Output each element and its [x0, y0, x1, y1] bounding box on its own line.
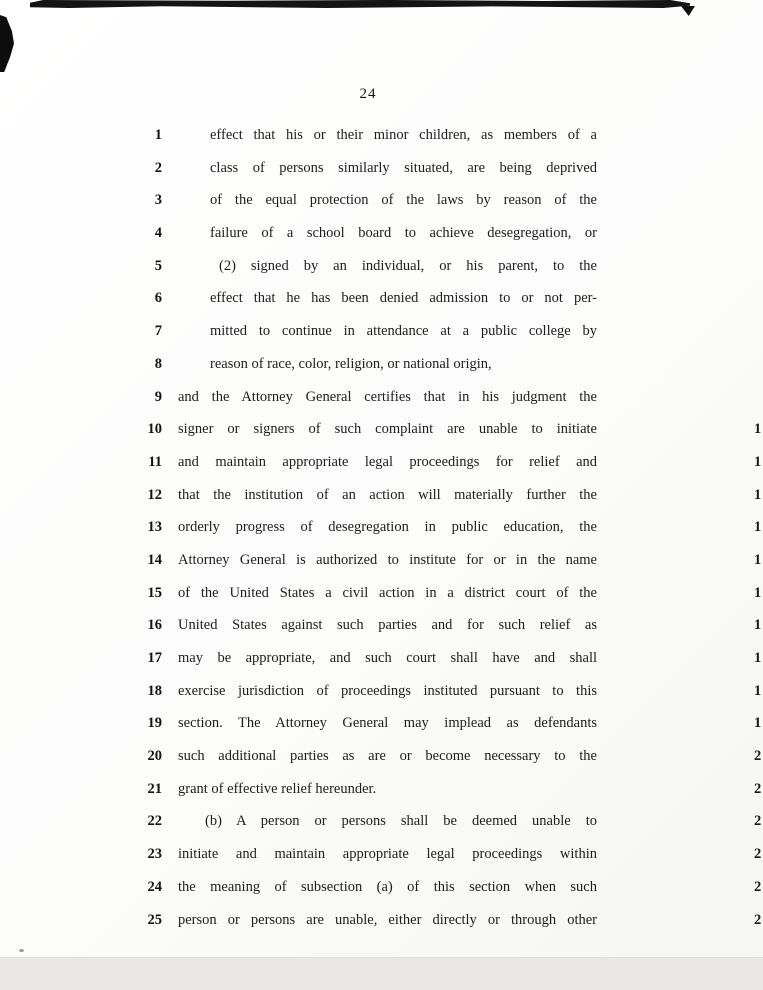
adjacent-page-line-number-bleed: 2	[754, 911, 762, 928]
line-number: 19	[147, 715, 162, 732]
line-number: 4	[154, 225, 162, 242]
line-text: orderly progress of desegregation in public education, the	[178, 519, 597, 536]
text-line	[138, 315, 763, 348]
bottom-scan-strip	[0, 957, 763, 990]
line-number: 13	[147, 519, 162, 536]
adjacent-page-line-number-bleed: 1	[754, 617, 762, 634]
line-text: person or persons are unable, either directly or through other	[178, 911, 597, 928]
line-text: (b) A person or persons shall be deemed unable to	[205, 813, 597, 830]
line-number: 16	[147, 617, 162, 634]
text-line	[138, 675, 763, 708]
line-text: of the United States a civil action in a district court of the	[178, 584, 597, 601]
line-text: of the equal protection of the laws by reason of the	[210, 192, 597, 209]
line-text: exercise jurisdiction of proceedings instituted pursuant to this	[178, 682, 597, 699]
line-number: 12	[147, 486, 162, 503]
line-text: initiate and maintain appropriate legal proceedings within	[178, 846, 597, 863]
line-number: 23	[147, 846, 162, 863]
adjacent-page-line-number-bleed: 2	[754, 748, 762, 765]
line-number: 2	[154, 159, 162, 176]
line-number: 18	[147, 682, 162, 699]
adjacent-page-line-number-bleed: 2	[754, 846, 762, 863]
line-text: signer or signers of such complaint are unable to initiate	[178, 421, 597, 438]
line-text: failure of a school board to achieve desegregation, or	[210, 225, 597, 242]
adjacent-page-line-number-bleed: 1	[754, 486, 762, 503]
top-scan-artifact-bar	[30, 0, 690, 8]
line-number: 11	[148, 453, 162, 470]
adjacent-page-line-number-bleed: 1	[754, 715, 762, 732]
text-line	[138, 642, 763, 675]
text-line	[138, 511, 763, 544]
text-line	[138, 446, 763, 479]
adjacent-page-line-number-bleed: 1	[754, 584, 762, 601]
text-line	[138, 871, 763, 904]
line-text: class of persons similarly situated, are being deprived	[210, 159, 597, 176]
line-number: 5	[154, 257, 162, 274]
text-line	[138, 348, 763, 381]
line-text: and maintain appropriate legal proceedings for relief and	[178, 453, 597, 470]
text-line	[138, 838, 763, 871]
text-line	[138, 707, 763, 740]
line-text: grant of effective relief hereunder.	[178, 780, 377, 797]
line-number: 25	[147, 911, 162, 928]
line-text: effect that he has been denied admission to or not per-	[210, 290, 597, 307]
text-line	[138, 152, 763, 185]
text-line	[138, 479, 763, 512]
text-line	[138, 282, 763, 315]
text-line	[138, 805, 763, 838]
adjacent-page-line-number-bleed: 2	[754, 780, 762, 797]
line-text: section. The Attorney General may implead as defendants	[178, 715, 597, 732]
bottom-scan-speck	[19, 949, 24, 952]
text-line	[138, 381, 763, 414]
line-text: and the Attorney General certifies that in his judgment the	[178, 388, 597, 405]
line-number: 7	[154, 323, 162, 340]
line-number: 8	[154, 355, 162, 372]
line-number: 17	[147, 650, 162, 666]
line-text: that the institution of an action will materially further the	[178, 486, 597, 503]
line-number: 9	[154, 388, 162, 405]
adjacent-page-line-number-bleed: 1	[754, 453, 762, 470]
line-text: the meaning of subsection (a) of this section when such	[178, 878, 597, 895]
line-number: 3	[154, 192, 162, 209]
top-right-scan-mark	[681, 6, 695, 16]
text-line	[138, 217, 763, 250]
text-line	[138, 544, 763, 577]
text-line	[138, 577, 763, 610]
adjacent-page-line-number-bleed: 1	[754, 519, 762, 536]
adjacent-page-line-number-bleed: 2	[754, 878, 762, 895]
line-number: 10	[147, 421, 162, 438]
line-number: 22	[147, 813, 162, 830]
line-number: 20	[147, 748, 162, 765]
line-text: effect that his or their minor children, as members of a	[210, 127, 597, 143]
line-number: 14	[147, 551, 162, 568]
text-line	[138, 740, 763, 773]
adjacent-page-line-number-bleed: 2	[754, 813, 762, 830]
text-line	[138, 413, 763, 446]
text-line	[138, 773, 763, 806]
line-text: mitted to continue in attendance at a public college by	[210, 323, 597, 340]
text-line	[138, 119, 763, 152]
line-number: 1	[154, 127, 162, 143]
line-text: United States against such parties and for such relief as	[178, 617, 597, 634]
text-line	[138, 184, 763, 217]
text-line	[138, 609, 763, 642]
line-number: 6	[154, 290, 162, 307]
line-text: (2) signed by an individual, or his parent, to the	[219, 257, 597, 274]
text-line	[138, 904, 763, 937]
adjacent-page-line-number-bleed: 1	[754, 650, 762, 666]
left-edge-scan-mark	[0, 15, 14, 72]
line-number: 21	[147, 780, 162, 797]
text-line	[138, 250, 763, 283]
line-text: reason of race, color, religion, or national origin,	[210, 355, 492, 372]
adjacent-page-line-number-bleed: 1	[754, 682, 762, 699]
line-text: Attorney General is authorized to institute for or in the name	[178, 551, 597, 568]
line-number: 24	[147, 878, 162, 895]
line-number: 15	[147, 584, 162, 601]
page-number: 24	[359, 86, 377, 102]
text-lines	[138, 119, 763, 936]
adjacent-page-line-number-bleed: 1	[754, 551, 762, 568]
line-text: such additional parties as are or become necessary to the	[178, 748, 597, 765]
line-text: may be appropriate, and such court shall have and shall	[178, 650, 597, 666]
adjacent-page-line-number-bleed: 1	[754, 421, 762, 438]
